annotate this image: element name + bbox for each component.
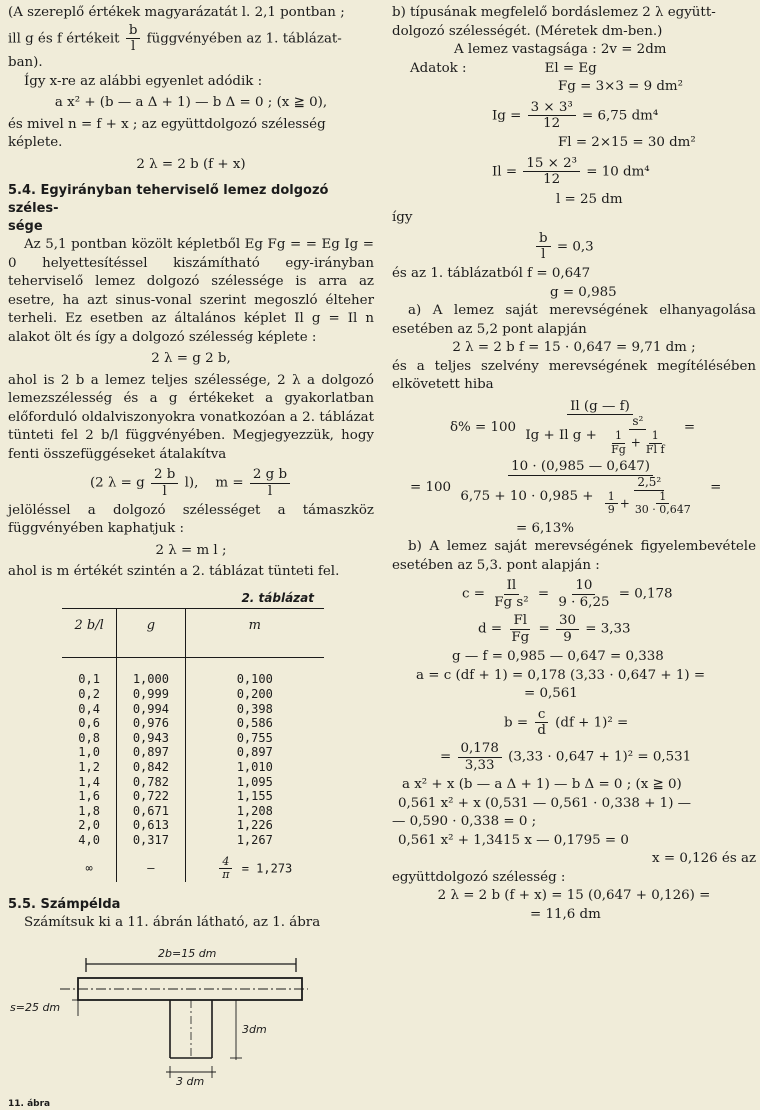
equation: 2 λ = 2 b (f + x) xyxy=(136,156,246,172)
table-cell: 1,095 xyxy=(185,775,324,790)
table-cell: 0,755 xyxy=(185,731,324,746)
paragraph: és a teljes szelvény merevségének megítélésében elkövetett hiba xyxy=(392,358,756,393)
table-cell: ∞ xyxy=(85,861,93,876)
table-cell: 0,317 xyxy=(117,833,185,848)
text-line: Így x-re az alábbi egyenlet adódik : xyxy=(24,73,263,89)
text-line: képlete. xyxy=(8,135,63,151)
table-cell: 0,842 xyxy=(117,760,185,775)
table-cell: 0,200 xyxy=(185,687,324,702)
equation: = $\frac{0,178}{3,33}$ (3,33 · 0,647 + 1)² = 0,531 xyxy=(440,741,692,773)
text-line: együttdolgozó szélesség : xyxy=(392,869,566,885)
table-cell: 1,155 xyxy=(185,789,324,804)
dimension-label: 2b=15 dm xyxy=(158,947,217,961)
paragraph: a) A lemez saját merevségének elhanyagolása esetében az 5,2 pont alapján xyxy=(392,303,756,337)
table-header: 2 b/l xyxy=(62,609,117,658)
table-cell: 0,999 xyxy=(117,687,185,702)
table-row xyxy=(62,818,324,833)
text-line: b) típusának megfelelő bordáslemez 2 λ együtt- xyxy=(392,5,716,20)
table-row xyxy=(62,775,324,790)
table-row xyxy=(62,716,324,731)
table-cell: 0,994 xyxy=(117,702,185,717)
table-cell: 0,586 xyxy=(185,716,324,731)
table-cell: 0,398 xyxy=(185,702,324,717)
table-row xyxy=(62,833,324,848)
figure-11 xyxy=(8,938,374,1108)
table-row xyxy=(62,687,324,702)
table-row xyxy=(62,702,324,717)
paragraph: b) A lemez saját merevségének figyelembevétele esetében az 5,3. pont alapján : xyxy=(392,539,756,573)
table-header: g xyxy=(117,609,185,658)
equation: 0,561 x² + x (0,531 — 0,561 · 0,338 + 1) — xyxy=(398,795,692,811)
equation: Fg = 3×3 = 9 dm² xyxy=(558,79,684,94)
equation: a x² + x (b — a Δ + 1) — b Δ = 0 ; (x ≧ 0) xyxy=(402,777,682,793)
text-line: és mivel n = f + x ; az együttdolgozó szélesség xyxy=(8,116,326,132)
equation: d = $\frac{Fl}{Fg}$ = $\frac{30}{9}$ = 3,33 xyxy=(478,613,631,645)
text-line: Adatok : El = Eg xyxy=(410,60,597,76)
equation: $\frac{b}{l}$ = 0,3 xyxy=(392,231,756,263)
right-column xyxy=(392,4,756,924)
table-cell: — xyxy=(117,848,185,882)
paragraph: Számítsuk ki a 11. ábrán látható, az 1. ábra xyxy=(24,914,321,930)
equation: 2 λ = g 2 b, xyxy=(151,351,231,367)
table-cell: 1,0 xyxy=(78,745,100,760)
equation: = 11,6 dm xyxy=(530,906,601,922)
fraction: $\frac{b}{l}$ xyxy=(126,23,141,55)
equation: Ig = $\frac{\text{3 × 3³}}{12}$ = 6,75 dm⁴ xyxy=(492,99,659,131)
equation: 2 λ = 2 b (f + x) = 15 (0,647 + 0,126) = xyxy=(437,888,711,904)
section-heading: 5.5. Számpélda xyxy=(8,896,121,912)
table-cell: 0,671 xyxy=(117,804,185,819)
text-line: A lemez vastagsága : 2v = 2dm xyxy=(454,42,667,57)
table-cell: 1,010 xyxy=(185,760,324,775)
table-cell: 2,0 xyxy=(78,818,100,833)
equation: c = $\frac{Il}{\text{Fg s²}}$ = $\frac{10}{9 \cdot 6,25}$ = 0,178 xyxy=(462,578,673,610)
section-heading: 5.4. Egyirányban teherviselő lemez dolgozó széles- xyxy=(8,183,329,217)
dimension-label: 3dm xyxy=(242,1023,267,1037)
table-cell: 0,4 xyxy=(78,701,100,716)
table-cell: 0,6 xyxy=(78,716,100,731)
table-cell: 0,897 xyxy=(185,745,324,760)
paragraph: Az 5,1 pontban közölt képletből Eg Fg = = Eg Ig = 0 helyettesítéssel kiszámítható egy-irányban teherviselő lemez dolgozó szélessége is arra az esetre, ha azt sinus-vonal szerint megoszló élteher terheli. Ez esetben az általános képlet Il g = Il n alakot ölt és így a dolgozó szélesség képlete : xyxy=(8,237,374,345)
text-line: ill g és f értékeit $\frac{b}{l}$ függvényében az 1. táblázat- xyxy=(8,22,342,54)
text-line: ban). xyxy=(8,55,43,71)
left-column xyxy=(8,4,374,1108)
equation: — 0,590 · 0,338 = 0 ; xyxy=(392,814,537,830)
table-header: m xyxy=(185,609,324,658)
text-line: és az 1. táblázatból f = 0,647 xyxy=(392,266,591,282)
table-cell: 0,8 xyxy=(78,730,100,745)
table-cell: $\frac{4}{\pi}$ = 1,273 xyxy=(185,848,324,882)
text-line: így xyxy=(392,210,413,226)
equation: 2 λ = 2 b f = 15 · 0,647 = 9,71 dm ; xyxy=(452,340,696,356)
equation: 2 λ = m l ; xyxy=(155,542,227,558)
paragraph: ahol is 2 b a lemez teljes szélessége, 2 λ a dolgozó lemezszélesség és a g értékeket a gyakorlatban előforduló oldalviszonyokra vonatkozóan a 2. táblázat tünteti fel 2 b/l függvényében. Megjegyezzük, hogy fenti összefüggéseket átalakítva xyxy=(8,372,374,462)
table-cell: 0,100 xyxy=(185,658,324,687)
equation: g = 0,985 xyxy=(550,284,617,300)
text-line: dolgozó szélességét. (Méretek dm-ben.) xyxy=(392,23,663,39)
table-cell: 1,4 xyxy=(78,774,100,789)
table-cell: 1,226 xyxy=(185,818,324,833)
equation: Il = $\frac{\text{15 × 2³}}{12}$ = 10 dm⁴ xyxy=(492,155,650,188)
table-row xyxy=(62,731,324,746)
equation: g — f = 0,985 — 0,647 = 0,338 xyxy=(452,649,664,665)
table-row xyxy=(62,789,324,804)
table-cell: 0,1 xyxy=(78,672,100,687)
section-heading-cont: sége xyxy=(8,219,43,235)
table-cell: 0,613 xyxy=(117,818,185,833)
table-row xyxy=(62,760,324,775)
table-cell: 0,897 xyxy=(117,745,185,760)
table-caption: 2. táblázat xyxy=(241,590,314,605)
equation: b = $\frac{c}{d}$ (df + 1)² = xyxy=(504,706,629,738)
table-cell: 1,267 xyxy=(185,833,324,848)
equation: a x² + (b — a Δ + 1) — b Δ = 0 ; (x ≧ 0), xyxy=(54,95,328,111)
table-row xyxy=(62,658,324,687)
table-cell: 1,2 xyxy=(78,759,100,774)
table-cell: 1,000 xyxy=(117,658,185,687)
table-2 xyxy=(62,608,324,881)
table-cell: 1,208 xyxy=(185,804,324,819)
equation: = 6,13% xyxy=(516,520,575,536)
equation: a = c (df + 1) = 0,178 (3,33 · 0,647 + 1) = xyxy=(416,667,706,683)
table-cell: 0,2 xyxy=(78,687,100,702)
equation: Fl = 2×15 = 30 dm² xyxy=(558,135,696,151)
equation: = 100 10 · (0,985 — 0,647) 6,75 + 10 · 0,985 + 2,5² $\frac{1}{9}$ + $\frac{1}{30 \cdot 0,647}$ = xyxy=(410,459,722,517)
equation: = 0,561 xyxy=(524,686,578,702)
paragraph: jelöléssel a dolgozó szélességet a támaszköz függvényében kaphatjuk : xyxy=(8,502,374,537)
table-row xyxy=(62,804,324,819)
text-line: (A szereplő értékek magyarázatát l. 2,1 pontban ; xyxy=(8,5,345,20)
table-cell: 4,0 xyxy=(78,832,100,847)
equation: x = 0,126 és az xyxy=(652,851,756,867)
equation: l = 25 dm xyxy=(556,191,623,207)
paragraph: ahol is m értékét szintén a 2. táblázat tünteti fel. xyxy=(8,564,340,580)
table-cell: 0,722 xyxy=(117,789,185,804)
table-cell: 1,8 xyxy=(78,803,100,818)
table-cell: 1,6 xyxy=(78,789,100,804)
dimension-label: s=25 dm xyxy=(10,1001,61,1015)
table-cell: 0,943 xyxy=(117,731,185,746)
dimension-label: 3 dm xyxy=(176,1075,205,1089)
table-row xyxy=(62,745,324,760)
table-cell: 0,976 xyxy=(117,716,185,731)
equation: δ% = 100 Il (g — f) Ig + Il g + s² $\frac{1}{Fg}$ + $\frac{1}{\text{Fl f}}$ = xyxy=(450,398,696,456)
equation: 0,561 x² + 1,3415 x — 0,1795 = 0 xyxy=(398,832,629,848)
table-cell: 0,782 xyxy=(117,775,185,790)
equation: (2 λ = g $\frac{2 b}{l}$ l), m = $\frac{\text{2 g b}}{l}$ xyxy=(8,467,374,499)
figure-caption: 11. ábra xyxy=(8,1098,51,1109)
